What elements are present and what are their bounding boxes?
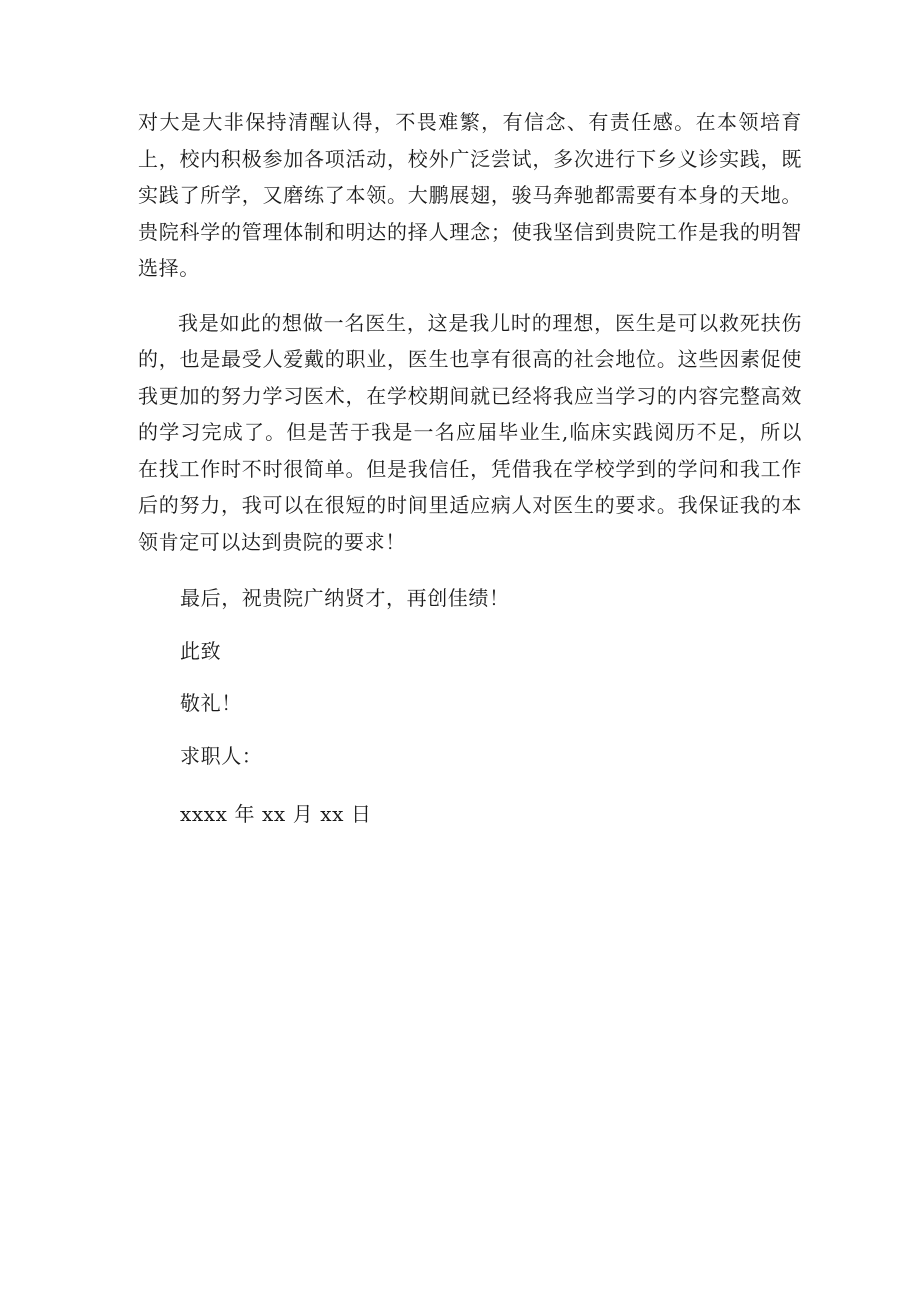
document-body	[138, 104, 802, 833]
applicant-signature-label: 求职人：	[180, 743, 263, 768]
paragraph-continuation: 对大是大非保持清醒认得，不畏难繁，有信念、有责任感。在本领培育上，校内积极参加各项活动，校外广泛尝试，多次进行下乡义诊实践，既实践了所学，又磨练了本领。大鹏展翅，骏马奔驰都需要有本身的天地。贵院科学的管理体制和明达的择人理念；使我坚信到贵院工作是我的明智选择。	[138, 110, 802, 280]
closing-wish: 最后，祝贵院广纳贤才，再创佳绩！	[180, 586, 510, 610]
letter-date: xxxx 年 xx 月 xx 日	[180, 802, 372, 826]
salutation-jingli: 敬礼！	[180, 691, 242, 715]
paragraph-doctor-aspiration: 我是如此的想做一名医生，这是我儿时的理想，医生是可以救死扶伤的，也是最受人爱戴的职业，医生也享有很高的社会地位。这些因素促使我更加的努力学习医术，在学校期间就已经将我应当学习的内容完整高效的学习完成了。但是苦于我是一名应届毕业生,临床实践阅历不足，所以在找工作时不时很简单。但是我信任，凭借我在学校学到的学问和我工作后的努力，我可以在很短的时间里适应病人对医生的要求。我保证我的本领肯定可以达到贵院的要求！	[138, 310, 802, 554]
salutation-cizhi: 此致	[180, 638, 222, 663]
